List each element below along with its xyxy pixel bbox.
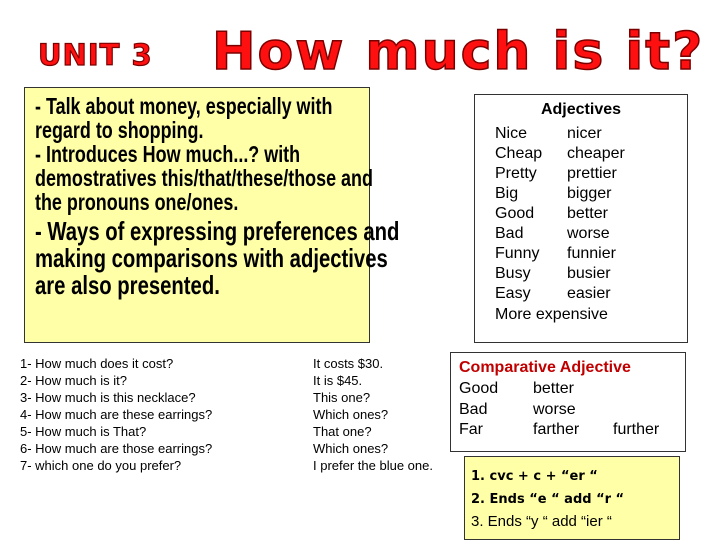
adjective-row [495,245,616,263]
adjective-comparative: better [567,205,608,222]
adjective-base: Cheap [495,145,543,162]
answer-item: Which ones? [313,441,389,456]
question-item: 4- How much are these earrings? [20,407,213,422]
adjective-row [495,125,602,143]
adjective-comparative: cheaper [567,145,625,162]
answer-item: This one? [313,390,371,405]
comparative-row [459,401,613,419]
adjective-row [495,165,617,183]
unit-title: UNIT 3 [38,38,153,72]
comparative-base: Good [459,380,499,397]
page-title: How much is it? [212,22,705,82]
adjectives-heading: Adjectives [540,101,622,118]
adjective-base: Bad [495,225,524,242]
intro-line: demostratives this/that/these/those and [35,165,373,191]
comparative-row [459,380,613,398]
adjective-comparative: prettier [567,165,617,182]
intro-line: - Introduces How much...? with [35,141,301,167]
answer-item: It is $45. [313,373,363,388]
answer-item: That one? [313,424,372,439]
adjective-comparative: funnier [567,245,616,262]
answers-list [313,355,433,474]
adjective-comparative: bigger [567,185,612,202]
adjective-base: Funny [495,245,540,262]
adjective-row [495,265,611,283]
spelling-rule: 1. cvc + c + “er “ [471,469,598,484]
question-item: 1- How much does it cost? [20,356,174,371]
intro-line: regard to shopping. [35,117,204,143]
question-item: 2- How much is it? [20,373,127,388]
comparative-form: worse [533,401,576,418]
adjective-row [495,185,611,203]
answer-item: It costs $30. [313,356,384,371]
adjective-base: Good [495,205,535,222]
adjective-comparative: easier [567,285,611,302]
intro-line: - Talk about money, especially with [35,93,333,119]
comparative-base: Far [459,421,483,438]
comparative-row [459,421,659,439]
adjective-comparative: worse [567,225,610,242]
question-item: 5- How much is That? [20,424,147,439]
question-item: 6- How much are those earrings? [20,441,213,456]
answer-item: I prefer the blue one. [313,458,433,473]
adjective-comparative: nicer [567,125,602,142]
adjective-base: More expensive [495,306,608,323]
adjective-row [495,145,625,163]
spelling-rule: 3. Ends “y “ add “ier “ [471,513,612,530]
adjective-base: Busy [495,265,531,282]
adjectives-box [474,94,688,343]
spelling-rules-box [464,456,680,540]
question-item: 7- which one do you prefer? [20,458,182,473]
intro-line-large: - Ways of expressing preferences and [35,216,400,246]
question-item: 3- How much is this necklace? [20,390,196,405]
intro-line-large: are also presented. [35,270,220,300]
comparative-base: Bad [459,401,488,418]
adjective-comparative: busier [567,265,611,282]
adjective-base: Easy [495,285,531,302]
intro-box [24,87,400,343]
answer-item: Which ones? [313,407,389,422]
adjective-base: Nice [495,125,528,142]
adjective-base: Big [495,185,519,202]
adjective-row [495,225,610,243]
spelling-rule: 2. Ends “e “ add “r “ [471,492,625,507]
comparative-form: farther [533,421,580,438]
questions-list [20,355,212,474]
comparative-box [450,352,686,452]
adjective-row [495,205,608,223]
intro-line-large: making comparisons with adjectives [35,243,388,273]
adjective-row [495,306,608,324]
comparative-form: better [533,380,574,397]
adjective-base: Pretty [495,165,537,182]
adjective-row [495,285,611,303]
intro-line: the pronouns one/ones. [35,189,239,215]
comparative-heading: Comparative Adjective [459,359,631,376]
comparative-alt-form: further [613,421,660,438]
